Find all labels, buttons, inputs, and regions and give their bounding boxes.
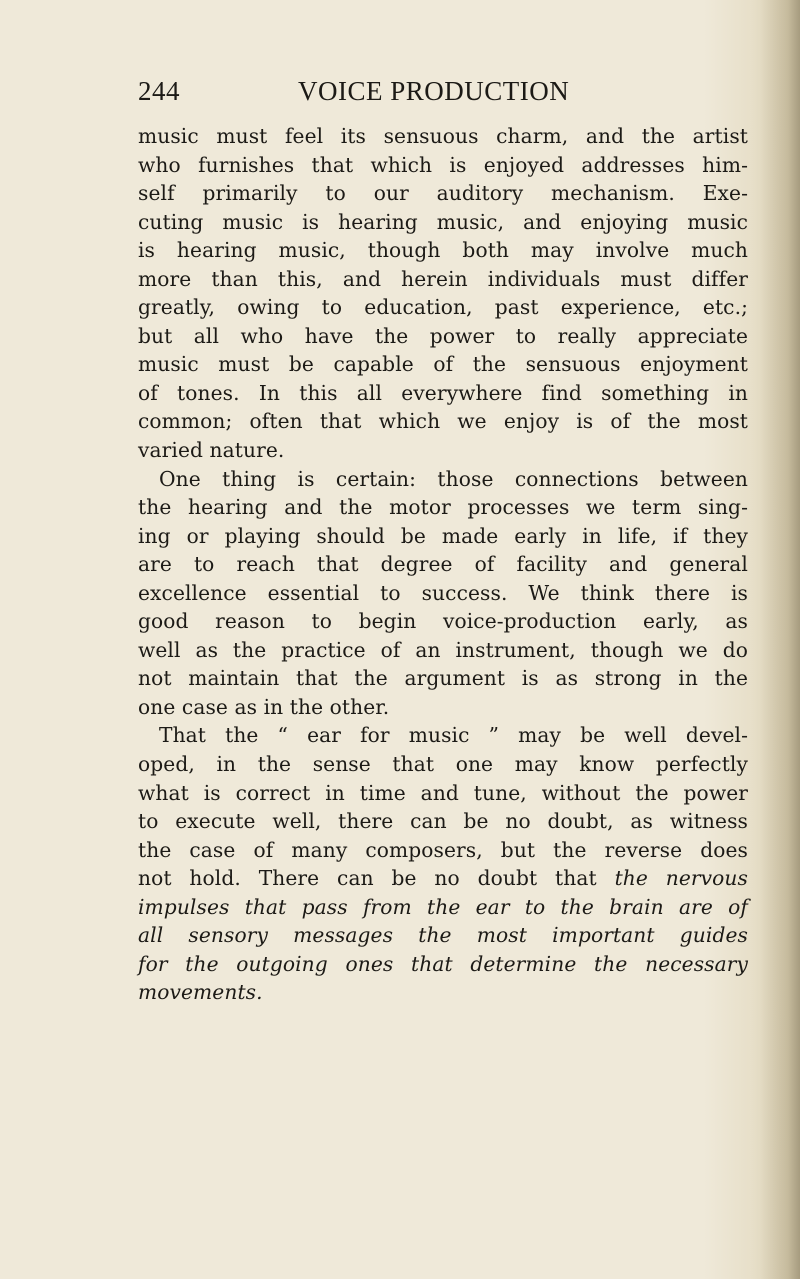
italic-end-line: movements. [138, 980, 263, 1005]
text-line: is hearing music, though both may involve much [138, 238, 748, 263]
page-header [138, 76, 598, 110]
paragraph-start-line: One thing is certain: those connections between [159, 466, 748, 491]
text-line: excellence essential to success. We think there is [138, 580, 748, 605]
text-line: the hearing and the motor processes we term sing- [138, 495, 748, 520]
text-line: to execute well, there can be no doubt, as witness [138, 809, 748, 834]
text-line: greatly, owing to education, past experience, etc.; [138, 295, 748, 320]
text-line: well as the practice of an instrument, though we do [138, 637, 748, 662]
text-line: oped, in the sense that one may know perfectly [138, 752, 748, 777]
text-line: are to reach that degree of facility and general [138, 552, 748, 577]
text-line: but all who have the power to really appreciate [138, 323, 748, 348]
italic-line: all sensory messages the most important guides [138, 923, 748, 948]
paragraph-end-line: varied nature. [138, 438, 285, 463]
text-line: not maintain that the argument is as strong in the [138, 666, 748, 691]
text-line: music must be capable of the sensuous enjoyment [138, 352, 748, 377]
paragraph-start-line: That the “ ear for music ” may be well devel- [159, 723, 748, 748]
text-line: what is correct in time and tune, without the power [138, 780, 748, 805]
text-line: self primarily to our auditory mechanism. Exe- [138, 181, 748, 206]
page-number: 244 [138, 76, 180, 106]
text-line: the case of many composers, but the reverse does [138, 837, 748, 862]
running-head: VOICE PRODUCTION [298, 76, 570, 106]
italic-segment: the nervous [614, 866, 748, 891]
italic-line: for the outgoing ones that determine the necessary [138, 951, 748, 976]
italic-line: impulses that pass from the ear to the brain are of [138, 894, 748, 919]
text-line: common; often that which we enjoy is of the most [138, 409, 748, 434]
mixed-style-line [138, 864, 748, 893]
text-line: music must feel its sensuous charm, and the artist [138, 124, 748, 148]
body-text [138, 122, 748, 1007]
text-line: of tones. In this all everywhere find something in [138, 380, 748, 405]
page-edge-shadow [760, 0, 800, 1279]
text-line: more than this, and herein individuals must differ [138, 266, 748, 291]
paragraph-end-line: one case as in the other. [138, 694, 390, 719]
text-line: ing or playing should be made early in life, if they [138, 523, 748, 548]
text-line: cuting music is hearing music, and enjoying music [138, 209, 748, 234]
text-line: who furnishes that which is enjoyed addresses him- [138, 152, 748, 177]
text-line: good reason to begin voice-production early, as [138, 609, 748, 634]
roman-segment: not hold. There can be no doubt that [138, 866, 597, 891]
